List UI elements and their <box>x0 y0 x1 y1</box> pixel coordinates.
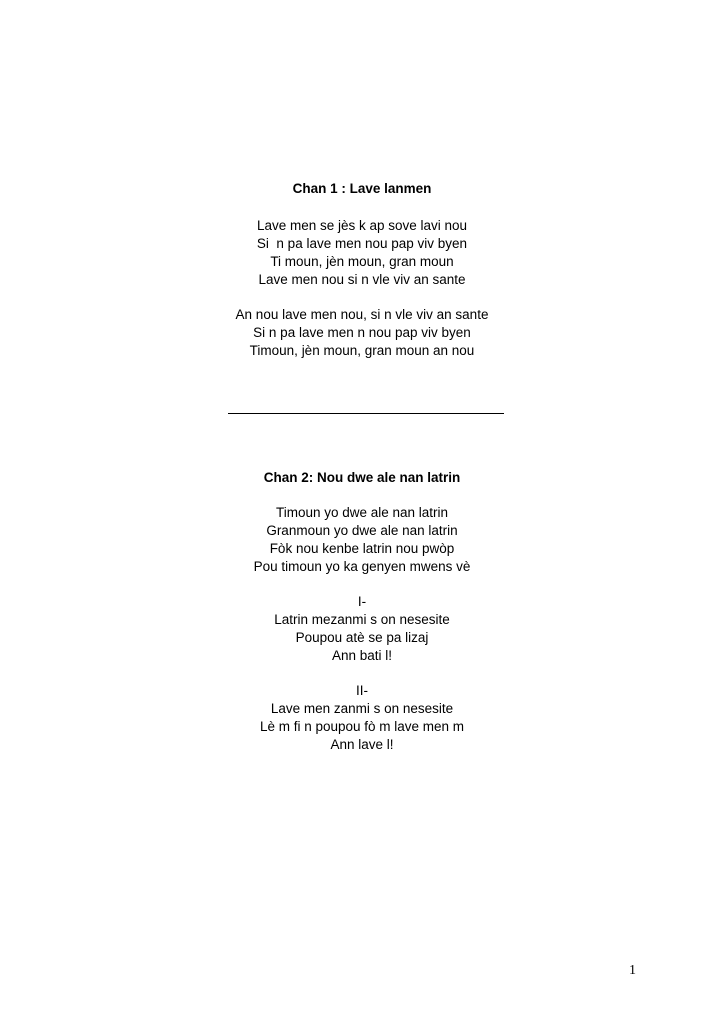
verse-numeral: I- <box>357 594 367 609</box>
song2-chorus <box>0 504 724 576</box>
lyric-line: Lè m fi n poupou fò m lave men m <box>259 719 465 734</box>
verse-numeral: II- <box>356 683 368 698</box>
lyric-line: Ann bati l! <box>331 648 393 663</box>
lyric-line: An nou lave men nou, si n vle viv an sante <box>235 307 489 322</box>
lyric-line: Lave men nou si n vle viv an sante <box>258 272 466 287</box>
lyric-line: Fòk nou kenbe latrin nou pwòp <box>269 541 455 556</box>
song2-verse1 <box>0 593 724 665</box>
lyric-line: Pou timoun yo ka genyen mwens vè <box>253 559 471 574</box>
lyric-line: Ann lave l! <box>330 737 394 752</box>
page-number: 1 <box>629 963 636 978</box>
lyric-line: Ti moun, jèn moun, gran moun <box>270 254 454 269</box>
lyric-line: Lave men se jès k ap sove lavi nou <box>256 218 468 233</box>
lyric-line: Si n pa lave men nou pap viv byen <box>256 236 468 251</box>
song1-title: Chan 1 : Lave lanmen <box>292 181 432 196</box>
song2-title: Chan 2: Nou dwe ale nan latrin <box>263 470 461 485</box>
lyric-line: Lave men zanmi s on nesesite <box>270 701 454 716</box>
section-divider <box>228 413 504 414</box>
lyric-line: Si n pa lave men n nou pap viv byen <box>253 325 471 340</box>
lyric-line: Timoun, jèn moun, gran moun an nou <box>249 343 475 358</box>
song1-stanza1 <box>0 217 724 289</box>
lyric-line: Timoun yo dwe ale nan latrin <box>275 505 449 520</box>
lyric-line: Latrin mezanmi s on nesesite <box>274 612 450 627</box>
lyric-line: Poupou atè se pa lizaj <box>295 630 429 645</box>
song2-verse2 <box>0 682 724 754</box>
lyric-line: Granmoun yo dwe ale nan latrin <box>266 523 458 538</box>
song1-stanza2 <box>0 306 724 360</box>
